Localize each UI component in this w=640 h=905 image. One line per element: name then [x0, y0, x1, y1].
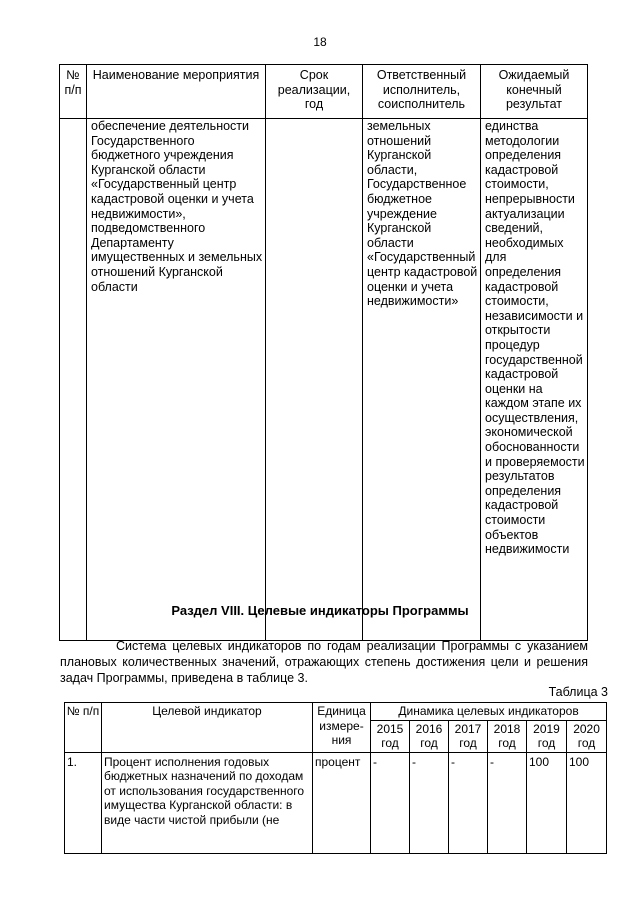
section-title: Раздел VIII. Целевые индикаторы Программы: [171, 603, 469, 618]
indicators-table: [64, 702, 607, 854]
cell-value: -: [449, 752, 488, 853]
cell-value: -: [371, 752, 410, 853]
cell-responsible: земельных отношений Курганской области, Государственное бюджетное учреждение Курганской области «Государственный центр кадастровой оценки и учета недвижимости»: [363, 119, 481, 641]
cell-num: [60, 119, 87, 641]
header-num: № п/п: [60, 65, 87, 119]
table-header-row: [65, 703, 607, 721]
header-indicator: Целевой индикатор: [102, 703, 313, 753]
header-responsible: Ответственный исполнитель, соисполнитель: [363, 65, 481, 119]
paragraph: Система целевых индикаторов по годам реализации Программы с указанием плановых количественных значений, отражающих степень достижения цели и решения задач Программы, приведена в таблице 3.: [60, 639, 588, 685]
header-dynamics: Динамика целевых индикаторов: [371, 703, 607, 721]
header-year: 2019 год: [527, 720, 567, 752]
table-row: [60, 119, 588, 641]
table-label: Таблица 3: [548, 685, 608, 699]
header-name: Наименование мероприятия: [87, 65, 266, 119]
header-year: 2017 год: [449, 720, 488, 752]
header-year: 2015 год: [371, 720, 410, 752]
header-term: Срок реализации, год: [266, 65, 363, 119]
cell-term: [266, 119, 363, 641]
header-num: № п/п: [65, 703, 102, 753]
header-unit: Единица измере-ния: [313, 703, 371, 753]
table-header-row: [60, 65, 588, 119]
cell-indicator: Процент исполнения годовых бюджетных назначений по доходам от использования государственного имущества Курганской области: в виде части чистой прибыли (не: [102, 752, 313, 853]
cell-result: единства методологии определения кадастровой стоимости, непрерывности актуализации сведений, необходимых для определения кадастровой стоимости, независимости и открытости процедур государственной кадастровой оценки на каждом этапе их осуществления, экономической обоснованности и проверяемости результатов определения кадастровой стоимости объектов недвижимости: [481, 119, 588, 641]
header-year: 2018 год: [488, 720, 527, 752]
cell-value: 100: [527, 752, 567, 853]
table-row: [65, 752, 607, 853]
cell-unit: процент: [313, 752, 371, 853]
cell-value: -: [410, 752, 449, 853]
header-year: 2020 год: [567, 720, 607, 752]
cell-num: 1.: [65, 752, 102, 853]
page-number: 18: [313, 35, 327, 49]
activities-table: [59, 64, 588, 641]
header-result: Ожидаемый конечный результат: [481, 65, 588, 119]
cell-value: 100: [567, 752, 607, 853]
header-year: 2016 год: [410, 720, 449, 752]
cell-name: обеспечение деятельности Государственного бюджетного учреждения Курганской области «Государственный центр кадастровой оценки и учета недвижимости», подведомственного Департаменту имущественных и земельных отношений Курганской области: [87, 119, 266, 641]
cell-value: -: [488, 752, 527, 853]
